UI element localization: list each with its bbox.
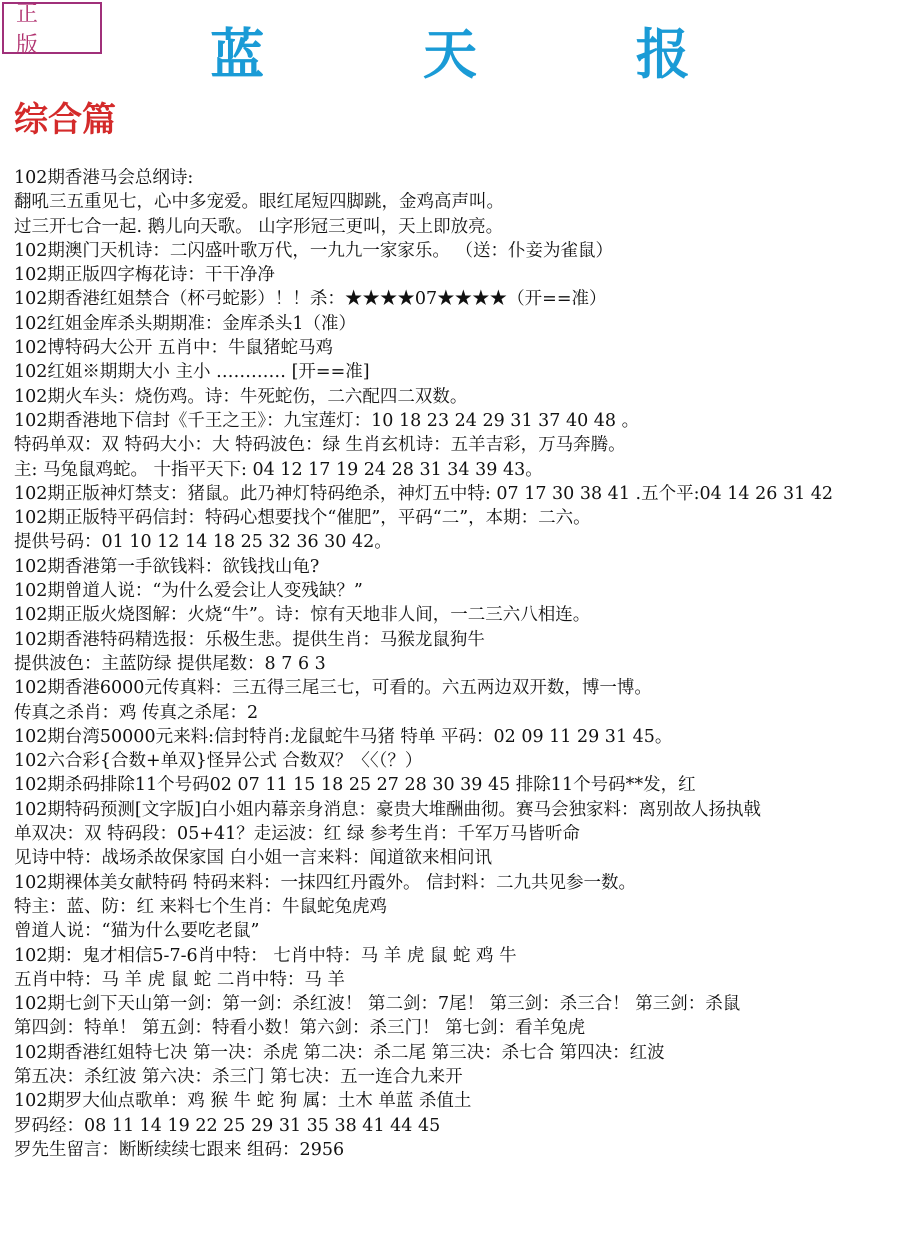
text-line: 提供波色：主蓝防绿 提供尾数：8 7 6 3 (14, 653, 326, 674)
text-line: 见诗中特：战场杀故保家国 白小姐一言来料：闻道欲来相问讯 (14, 848, 493, 869)
text-line: 第四剑：特单！ 第五剑：特看小数！第六剑：杀三门！ 第七剑：看羊兔虎 (14, 1018, 586, 1039)
text-line: 单双决：双 特码段：05+41？走运波：红 绿 参考生肖：千军万马皆听命 (14, 824, 580, 845)
text-line: 罗码经：08 11 14 19 22 25 29 31 35 38 41 44 45 (14, 1115, 441, 1136)
text-line: 102期火车头：烧伤鸡。诗：牛死蛇伤，二六配四二双数。 (14, 386, 468, 407)
text-line: 102期香港6000元传真料：三五得三尾三七，可看的。六五两边双开数，博一博。 (14, 678, 652, 699)
text-line: 罗先生留言：断断续续七跟来 组码：2956 (14, 1139, 345, 1160)
edition-badge: 正 版 (2, 2, 102, 54)
text-line: 102期曾道人说：“为什么爱会让人变残缺？” (14, 581, 363, 602)
text-line: 提供号码：01 10 12 14 18 25 32 36 30 42。 (14, 532, 392, 553)
text-line: 特主：蓝、防：红 来料七个生肖：牛鼠蛇兔虎鸡 (14, 896, 388, 917)
text-line: 102六合彩{合数+单双}怪异公式 合数双？〈〈（？） (14, 751, 423, 772)
text-line: 五肖中特：马 羊 虎 鼠 蛇 二肖中特：马 羊 (14, 969, 345, 990)
text-line: 102红姐※期期大小 主小 ………… [开==准] (14, 362, 370, 383)
article-body (14, 166, 898, 1162)
text-line: 102博特码大公开 五肖中：牛鼠猪蛇马鸡 (14, 338, 333, 359)
newspaper-title: 蓝 天 报 (210, 22, 760, 86)
text-line: 102期香港地下信封《千王之王》：九宝莲灯：10 18 23 24 29 31 37 40 48 。 (14, 410, 640, 431)
text-line: 102期香港红姐禁合（杯弓蛇影）！！杀：★★★★07★★★★（开==准） (14, 289, 607, 310)
text-line: 102红姐金库杀头期期准：金库杀头1（准） (14, 313, 357, 334)
text-line: 102期特码预测[文字版]白小姐内幕亲身消息：豪贵大堆酬曲彻。赛马会独家料：离别故人扬执戟 (14, 799, 762, 820)
text-line: 过三开七合一起. 鹅儿向天歌。 山字形冠三更叫，天上即放亮。 (14, 216, 504, 237)
text-line: 102期正版四字梅花诗：干干净净 (14, 265, 275, 286)
text-line: 102期台湾50000元来料:信封特肖:龙鼠蛇牛马猪 特单 平码：02 09 11 29 31 45。 (14, 726, 673, 747)
text-line: 102期：鬼才相信5-7-6肖中特： 七肖中特：马 羊 虎 鼠 蛇 鸡 牛 (14, 945, 517, 966)
text-line: 102期正版火烧图解：火烧“牛”。诗：惊有天地非人间，一二三六八相连。 (14, 605, 591, 626)
text-line: 特码单双：双 特码大小：大 特码波色：绿 生肖玄机诗：五羊吉彩，万马奔腾。 (14, 435, 626, 456)
text-line: 曾道人说：“猫为什么要吃老鼠” (14, 921, 260, 942)
text-line: 翻吼三五重见七，心中多宠爱。眼红尾短四脚跳，金鸡高声叫。 (14, 192, 504, 213)
text-line: 102期七剑下天山第一剑：第一剑：杀红波！ 第二剑：7尾！ 第三剑：杀三合！ 第三剑：杀鼠 (14, 994, 741, 1015)
text-line: 主: 马兔鼠鸡蛇。 十指平天下: 04 12 17 19 24 28 31 34 39 43。 (14, 459, 543, 480)
text-line: 102期澳门天机诗：二闪盛叶歌万代，一九九一家家乐。 （送：仆妾为雀鼠） (14, 240, 613, 261)
text-line: 传真之杀肖：鸡 传真之杀尾：2 (14, 702, 259, 723)
text-line: 102期杀码排除11个号码02 07 11 15 18 25 27 28 30 39 45 排除11个号码**发，红 (14, 775, 696, 796)
text-line: 第五决：杀红波 第六决：杀三门 第七决：五一连合九来开 (14, 1066, 463, 1087)
text-line: 102期香港特码精选报：乐极生悲。提供生肖：马猴龙鼠狗牛 (14, 629, 485, 650)
text-line: 102期罗大仙点歌单：鸡 猴 牛 蛇 狗 属：土木 单蓝 杀值土 (14, 1091, 472, 1112)
text-line: 102期香港第一手欲钱料：欲钱找山龟? (14, 556, 320, 577)
text-line: 102期正版特平码信封：特码心想要找个“催肥”，平码“二”，本期：二六。 (14, 508, 591, 529)
text-line: 102期裸体美女献特码 特码来料：一抹四红丹霞外。 信封料：二九共见参一数。 (14, 872, 637, 893)
text-line: 102期正版神灯禁支：猪鼠。此乃神灯特码绝杀，神灯五中特: 07 17 30 38 41 .五个平:04 14 26 31 42 (14, 483, 834, 504)
text-line: 102期香港马会总纲诗: (14, 168, 194, 188)
text-line: 102期香港红姐特七决 第一决：杀虎 第二决：杀二尾 第三决：杀七合 第四决：红波 (14, 1042, 665, 1063)
section-title: 综合篇 (14, 100, 116, 140)
